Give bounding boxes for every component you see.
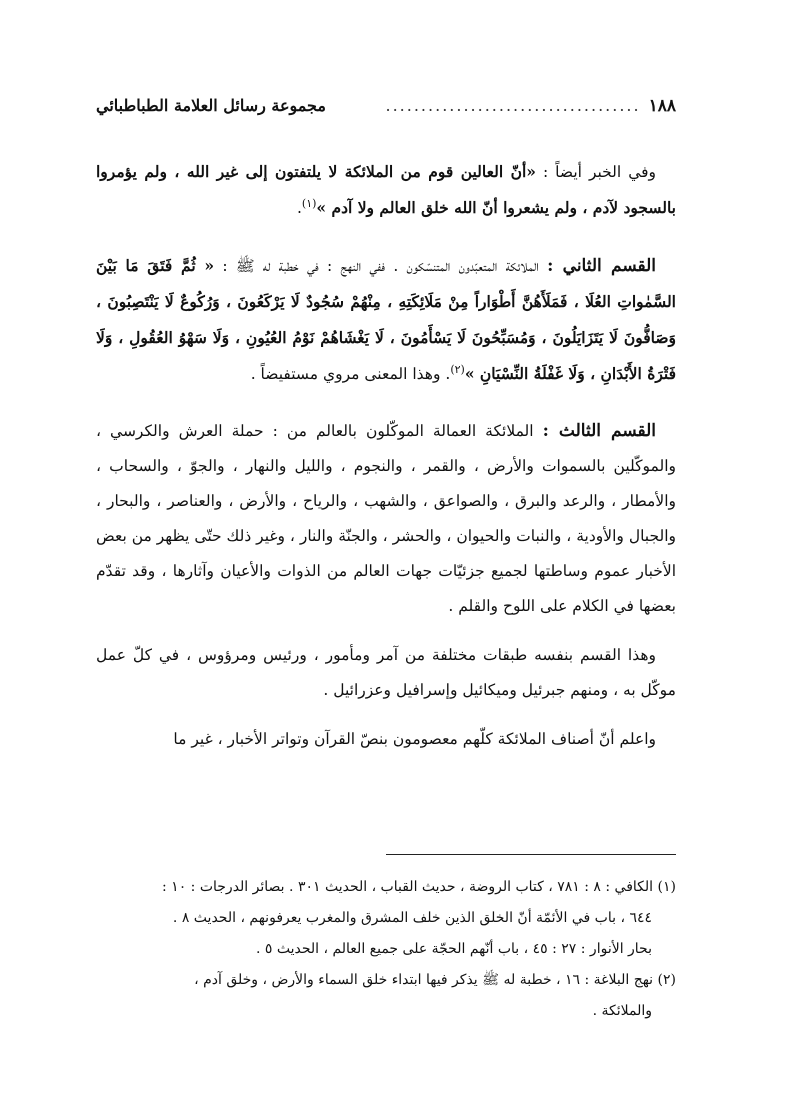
paragraph-5: واعلم أنّ أصناف الملائكة كلّهم معصومون بنصّ القرآن وتواتر الأخبار ، غير ما bbox=[173, 730, 656, 748]
page bbox=[96, 96, 676, 1019]
quote-1: «أنّ العالين قوم من الملائكة لا يلتفتون إلى غير الله ، ولم يؤمروا بالسجود لآدم ، ولم يشعروا أنّ الله خلق العالم ولا آدم » bbox=[96, 162, 676, 217]
heading-section-2: القسم الثاني : bbox=[547, 256, 657, 276]
footnote-1-line-2: ٦٤٤ ، باب في الأئمّة أنّ الخلق الذين خلف المشرق والمغرب يعرفونهم ، الحديث ٨ . bbox=[172, 910, 652, 926]
footnote-2: (٢) نهج البلاغة : ١٦ ، خطبة له ﷺ يذكر فيها ابتداء خلق السماء والأرض ، وخلق آدم ، bbox=[194, 972, 676, 988]
footnote-separator bbox=[386, 854, 676, 855]
page-number: ١٨٨ bbox=[648, 96, 676, 116]
footnotes bbox=[96, 872, 676, 1027]
footnote-1: (١) الكافي : ٨ : ٧٨١ ، كتاب الروضة ، حديث القباب ، الحديث ٣٠١ . بصائر الدرجات : ١٠ : bbox=[162, 879, 676, 895]
footnote-1-line-3: بحار الأنوار : ٢٧ : ٤٥ ، باب أنّهم الحجّة على جميع العالم ، الحديث ٥ . bbox=[255, 941, 652, 957]
heading-section-3: القسم الثالث : bbox=[542, 421, 656, 441]
paragraph-3: القسم الثالث : الملائكة العمالة الموكّلون بالعالم من : حملة العرش والكرسي ، والموكّلين بالسموات والأرض ، والقمر ، والنجوم ، والليل والنهار ، والجوّ ، والسحاب ، والأمطار ، والرعد والبرق ، والصواعق ، والشهب ، والرياح ، والأرض ، والعناصر ، والبحار ، والجبال والأودية ، والنبات والحيوان ، والحشر ، والجنّة والنار ، وغير ذلك حتّى يظهر من بعض الأخبار عموم وساطتها لجميع جزئيّات جهات العالم من الذوات والأعيان وآثارها ، وقد تقدّم بعضها في الكلام على اللوح والقلم . bbox=[96, 421, 676, 615]
book-title: مجموعة رسائل العلامة الطباطبائي bbox=[96, 96, 326, 115]
running-header bbox=[96, 96, 676, 126]
footnote-ref-2: (٢) bbox=[450, 362, 465, 376]
paragraph-4: وهذا القسم بنفسه طبقات مختلفة من آمر ومأمور ، ورئيس ومرؤوس ، في كلّ عمل موكّل به ، ومنهم جبرئيل وميكائيل وإسرافيل وعزرائيل . bbox=[96, 646, 676, 699]
paragraph-2: القسم الثاني : الملائكة المتعبّدون المتنسّكون . ففي النهج : في خطبة له ﷺ : « ثُمَّ فَتَقَ مَا بَيْنَ السَّمٰواتِ العُلَا ، فَمَلَأَهُنَّ أَطْوَاراً مِنْ مَلَائِكَتِهِ ، مِنْهُمْ سُجُودٌ لَا يَرْكَعُونَ ، وَرُكُوعٌ لَا يَنْتَصِبُونَ ، وَصَافُّونَ لَا يَتَزَايَلُونَ ، وَمُسَبِّحُونَ لَا يَسْأَمُونَ ، لَا يَغْشَاهُمْ نَوْمُ العُيُونِ ، وَلَا سَهْوُ العُقُولِ ، وَلَا فَتْرَةُ الأَبْدَانِ ، وَلَا غَفْلَةُ النِّسْيَانِ »$^{(٢)}$. وهذا المعنى مروي مستفيضاً . bbox=[96, 256, 676, 383]
quote-nahj: « ثُمَّ فَتَقَ مَا بَيْنَ السَّمٰواتِ العُلَا ، فَمَلَأَهُنَّ أَطْوَاراً مِنْ مَلَائِكَتِهِ ، مِنْهُمْ سُجُودٌ لَا يَرْكَعُونَ ، وَرُكُوعٌ لَا يَنْتَصِبُونَ ، وَصَافُّونَ لَا يَتَزَايَلُونَ ، وَمُسَبِّحُونَ لَا يَسْأَمُونَ ، لَا يَغْشَاهُمْ نَوْمُ العُيُونِ ، وَلَا سَهْوُ العُقُولِ ، وَلَا فَتْرَةُ الأَبْدَانِ ، وَلَا غَفْلَةُ النِّسْيَانِ » bbox=[96, 256, 676, 383]
footnote-ref-1: (١) bbox=[301, 196, 317, 210]
header-dot-leader: .................................... bbox=[385, 96, 641, 115]
main-text bbox=[96, 154, 676, 757]
paragraph-1: وفي الخبر أيضاً : «أنّ العالين قوم من الملائكة لا يلتفتون إلى غير الله ، ولم يؤمروا بالسجود لآدم ، ولم يشعروا أنّ الله خلق العالم ولا آدم »$^{(١)}$. bbox=[96, 162, 676, 217]
footnote-2-line-2: والملائكة . bbox=[592, 1003, 652, 1019]
